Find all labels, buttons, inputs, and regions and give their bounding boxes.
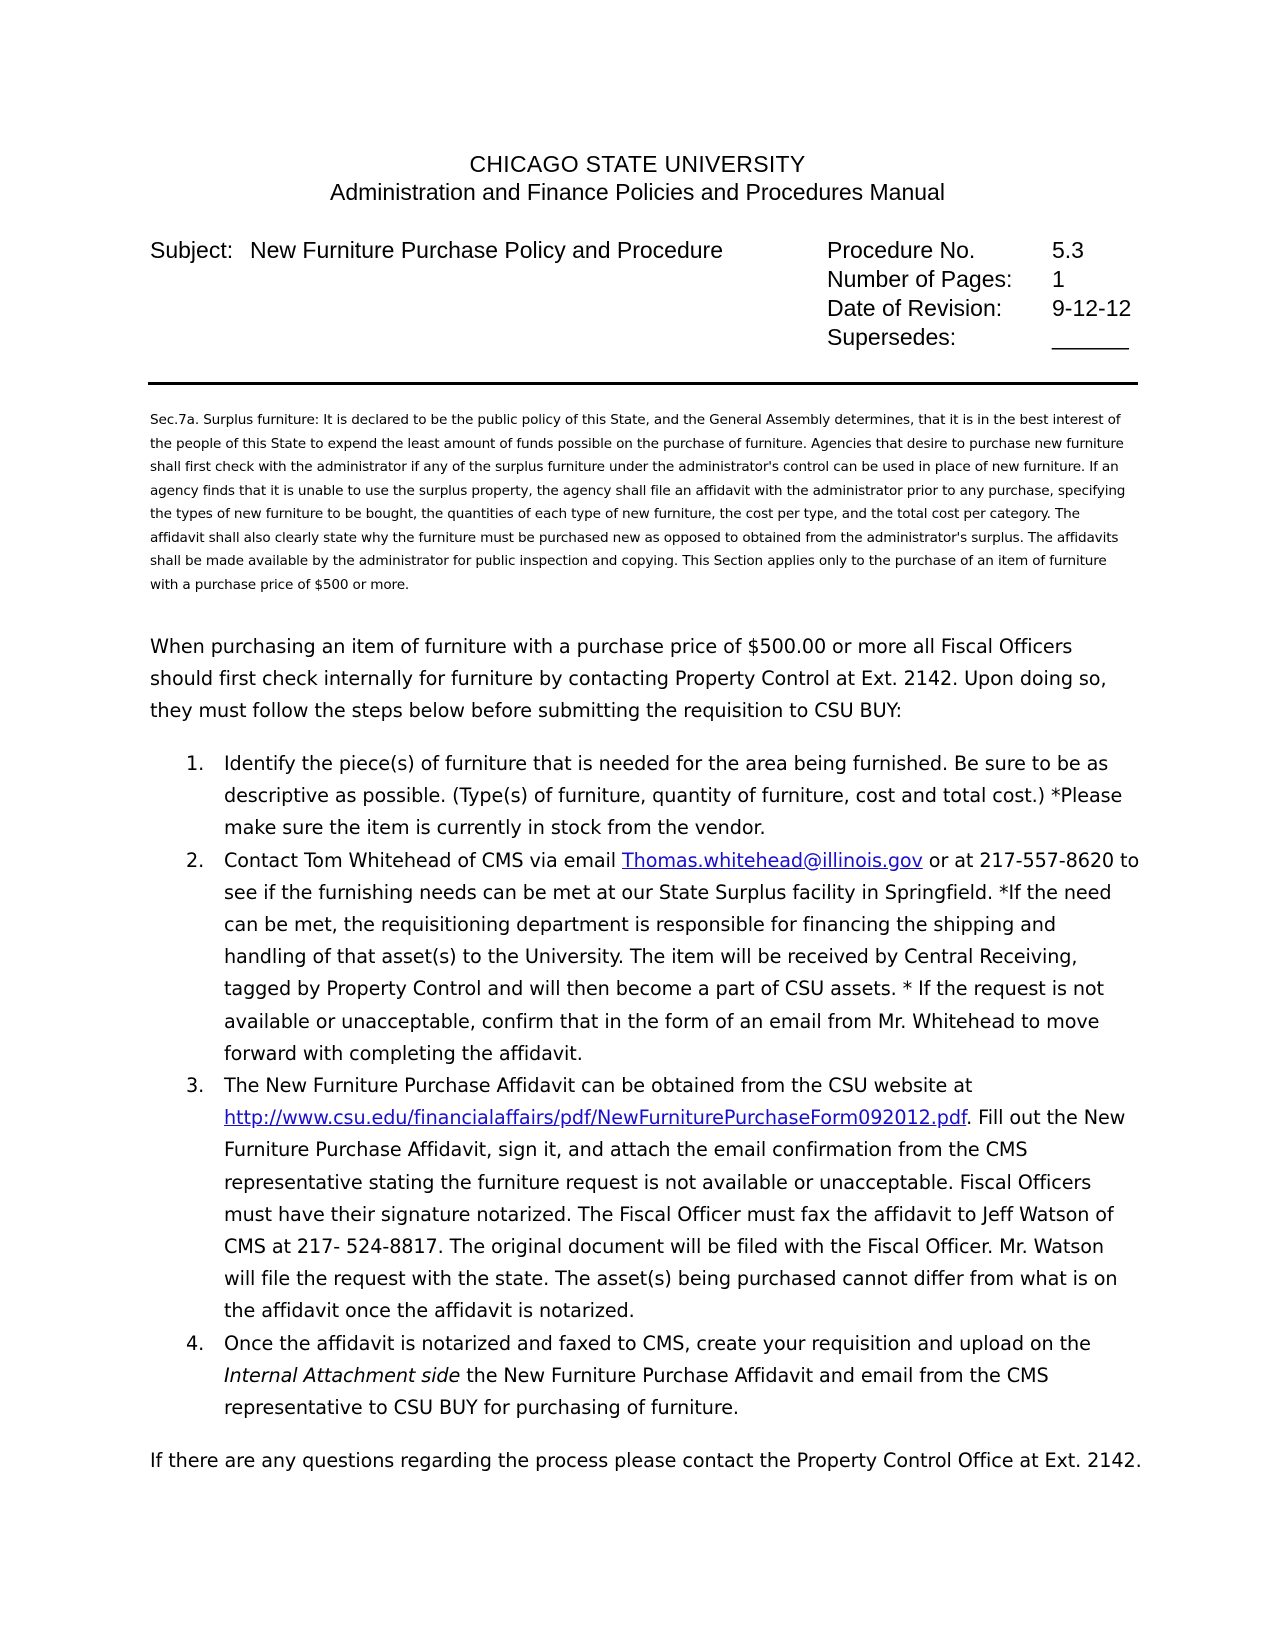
subject-label: Subject: — [150, 237, 234, 263]
intro-paragraph: When purchasing an item of furniture with a purchase price of $500.00 or more all Fiscal Officers should first check internally for furniture by contacting Property Control at Ext. 2142. Upon doing so, they must follow the steps below before submitting the requisition to CSU BUY: — [150, 635, 1107, 723]
procedure-meta — [827, 236, 1142, 352]
step-text-italic: Internal Attachment side — [224, 1363, 461, 1387]
header-divider — [148, 382, 1138, 385]
manual-title: Administration and Finance Policies and Procedures Manual — [330, 179, 945, 205]
list-item-step-2 — [150, 845, 1140, 1070]
step-number: 3. — [186, 1074, 205, 1098]
meta-row-number-of-pages — [827, 265, 1142, 294]
step-text: Identify the piece(s) of furniture that is needed for the area being furnished. Be sure to be as descriptive as possible. (Type(s) of furniture, quantity of furniture, cost and total cost.) *Please make sure the item is currently in stock from the vendor. — [224, 752, 1123, 840]
email-link[interactable]: Thomas.whitehead@illinois.gov — [622, 848, 923, 872]
step-text-post: the New Furniture Purchase Affidavit and email from the CMS representative to CSU BUY for purchasing of furniture. — [224, 1363, 1049, 1420]
step-text-pre: Once the affidavit is notarized and faxed to CMS, create your requisition and upload on the — [224, 1331, 1091, 1355]
meta-row-supersedes — [827, 323, 1142, 352]
meta-key: Procedure No. — [827, 237, 976, 263]
meta-value: 9-12-12 — [1052, 295, 1132, 321]
meta-value: ______ — [1052, 324, 1129, 350]
meta-value: 1 — [1052, 266, 1065, 292]
meta-row-date-of-revision — [827, 294, 1142, 323]
step-text — [224, 1328, 1140, 1425]
step-text — [224, 845, 1140, 1070]
step-text-pre: The New Furniture Purchase Affidavit can be obtained from the CSU website at — [224, 1074, 973, 1098]
subject-line — [150, 236, 723, 265]
step-number: 2. — [186, 848, 205, 872]
meta-row-procedure-no — [827, 236, 1142, 265]
meta-key: Number of Pages: — [827, 266, 1013, 292]
step-text-post: . Fill out the New Furniture Purchase Affidavit, sign it, and attach the email confirmation from the CMS representative stating the furniture request is not available or unacceptable. Fiscal Officers must have their signature notarized. The Fiscal Officer must fax the affidavit to Jeff Watson of CMS at 217- 524-8817. The original document will be filed with the Fiscal Officer. Mr. Watson will file the request with the state. The asset(s) being purchased cannot differ from what is on the affidavit once the affidavit is notarized. — [224, 1106, 1126, 1323]
list-item-step-3 — [150, 1070, 1140, 1328]
meta-key: Date of Revision: — [827, 295, 1003, 321]
document-header — [0, 150, 1275, 206]
step-number: 4. — [186, 1331, 205, 1355]
university-name: CHICAGO STATE UNIVERSITY — [469, 151, 806, 177]
meta-value: 5.3 — [1052, 237, 1084, 263]
affidavit-form-link[interactable]: http://www.csu.edu/financialaffairs/pdf/NewFurniturePurchaseForm092012.pdf — [224, 1106, 967, 1130]
list-item-step-4 — [150, 1328, 1140, 1425]
closing-paragraph: If there are any questions regarding the process please contact the Property Control Office at Ext. 2142. — [150, 1449, 1142, 1472]
statute-paragraph: Sec.7a. Surplus furniture: It is declared to be the public policy of this State, and the General Assembly determines, that it is in the best interest of the people of this State to expend the least amount of funds possible on the purchase of furniture. Agencies that desire to purchase new furniture shall first check with the administrator if any of the surplus furniture under the administrator's control can be used in place of new furniture. If an agency finds that it is unable to use the surplus property, the agency shall file an affidavit with the administrator prior to any purchase, specifying the types of new furniture to be bought, the quantities of each type of new furniture, the cost per type, and the total cost per category. The affidavit shall also clearly state why the furniture must be purchased new as opposed to obtained from the administrator's surplus. The affidavits shall be made available by the administrator for public inspection and copying. This Section applies only to the purchase of an item of furniture with a purchase price of $500 or more. — [150, 412, 1126, 593]
procedure-steps — [150, 748, 1140, 1424]
step-text-post: or at 217-557-8620 to see if the furnishing needs can be met at our State Surplus facility in Springfield. *If the need can be met, the requisitioning department is responsible for financing the shipping and handling of that asset(s) to the University. The item will be received by Central Receiving, tagged by Property Control and will then become a part of CSU assets. * If the request is not available or unacceptable, confirm that in the form of an email from Mr. Whitehead to move forward with completing the affidavit. — [224, 848, 1140, 1065]
subject-value: New Furniture Purchase Policy and Procedure — [250, 237, 724, 263]
meta-key: Supersedes: — [827, 324, 957, 350]
step-text — [224, 1070, 1140, 1328]
step-number: 1. — [186, 752, 205, 775]
list-item-step-1 — [150, 748, 1140, 845]
step-text-pre: Contact Tom Whitehead of CMS via email — [224, 848, 623, 872]
